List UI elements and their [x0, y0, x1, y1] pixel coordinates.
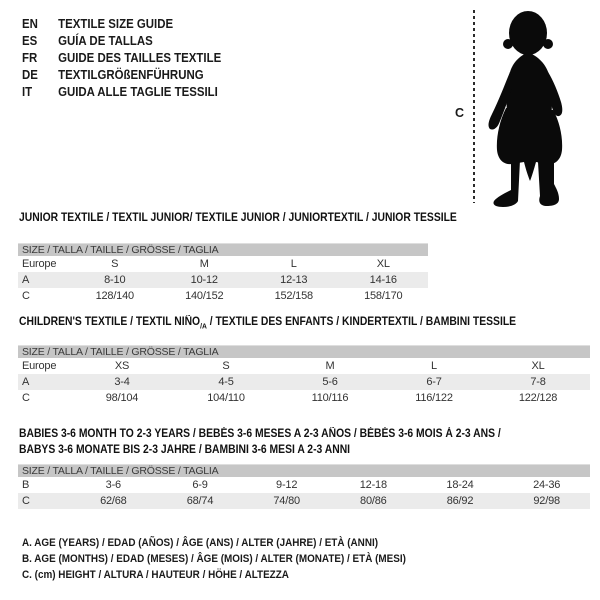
- table-row: [18, 390, 590, 406]
- row-label: C: [22, 290, 30, 302]
- table-row: [18, 272, 428, 288]
- children-size-table: [18, 345, 590, 406]
- table-header-bar: SIZE / TALLA / TAILLE / GRÖSSE / TAGLIA: [18, 243, 428, 256]
- size-cell: L: [431, 360, 437, 372]
- age-cell: 5-6: [322, 376, 338, 388]
- language-title: GUÍA DE TALLAS: [58, 33, 153, 48]
- row-label: B: [22, 479, 30, 491]
- language-code: FR: [22, 50, 38, 65]
- height-measure-dashed-line: [473, 10, 475, 203]
- table-header-bar: SIZE / TALLA / TAILLE / GRÖSSE / TAGLIA: [18, 345, 590, 358]
- language-code: EN: [22, 16, 38, 31]
- footnote-legend: [22, 535, 449, 583]
- section-title-babies-line1: BABIES 3-6 MONTH TO 2-3 YEARS / BEBÉS 3-6 MESES A 2-3 AÑOS / BÉBÉS 3-6 MOIS À 2-3 ANS /: [19, 428, 501, 440]
- height-cell: 86/92: [446, 495, 474, 507]
- size-cell: S: [222, 360, 230, 372]
- age-cell: 3-4: [114, 376, 130, 388]
- footnote-age-months: B. AGE (MONTHS) / EDAD (MESES) / ÂGE (MOIS) / ALTER (MONATE) / ETÀ (MESI): [22, 553, 406, 565]
- table-row: [18, 477, 590, 493]
- table-row: [18, 288, 428, 304]
- junior-size-table: [18, 243, 428, 304]
- age-cell: 9-12: [276, 479, 298, 491]
- age-cell: 4-5: [218, 376, 234, 388]
- table-header-bar: SIZE / TALLA / TAILLE / GRÖSSE / TAGLIA: [18, 464, 590, 477]
- height-cell: 104/110: [207, 392, 245, 404]
- section-title-babies-line2: BABYS 3-6 MONATE BIS 2-3 JAHRE / BAMBINI 3-6 MESI A 2-3 ANNI: [19, 444, 351, 456]
- age-cell: 6-9: [192, 479, 208, 491]
- language-row-de: [22, 66, 221, 83]
- language-row-it: [22, 83, 221, 100]
- age-cell: 6-7: [426, 376, 442, 388]
- table-row: [18, 493, 590, 509]
- row-label: A: [22, 274, 30, 286]
- size-cell: L: [290, 258, 297, 270]
- babies-size-table: [18, 464, 590, 509]
- age-cell: 10-12: [190, 274, 218, 286]
- age-cell: 3-6: [105, 479, 121, 491]
- language-code: DE: [22, 67, 38, 82]
- language-code: IT: [22, 84, 33, 99]
- height-cell: 158/170: [364, 290, 403, 302]
- size-cell: XL: [376, 258, 390, 270]
- footnote-age-years: A. AGE (YEARS) / EDAD (AÑOS) / ÂGE (ANS) / ALTER (JAHRE) / ETÀ (ANNI): [22, 537, 379, 549]
- age-cell: 8-10: [104, 274, 126, 286]
- row-label: Europe: [22, 360, 57, 372]
- age-cell: 7-8: [530, 376, 546, 388]
- section-title-children-sub: /A: [200, 321, 207, 331]
- height-measure-label: C: [455, 106, 465, 120]
- height-cell: 68/74: [186, 495, 214, 507]
- row-label: C: [22, 495, 30, 507]
- language-title: TEXTILGRÖßENFÜHRUNG: [58, 67, 204, 82]
- table-row: [18, 256, 428, 272]
- language-guide-heading: [22, 15, 248, 100]
- height-cell: 62/68: [100, 495, 127, 507]
- size-cell: XS: [114, 360, 130, 372]
- height-cell: 74/80: [273, 495, 300, 507]
- age-cell: 18-24: [446, 479, 474, 491]
- section-title-children-suffix: / TEXTILE DES ENFANTS / KINDERTEXTIL / BAMBINI TESSILE: [206, 316, 517, 328]
- height-cell: 140/152: [185, 290, 224, 302]
- language-row-es: [22, 32, 221, 49]
- table-row: [18, 358, 590, 374]
- language-code: ES: [22, 33, 38, 48]
- language-title: GUIDE DES TAILLES TEXTILE: [58, 50, 222, 65]
- row-label: Europe: [22, 258, 57, 270]
- height-cell: 122/128: [518, 392, 558, 404]
- height-cell: 98/104: [105, 392, 139, 404]
- table-row: [18, 374, 590, 390]
- age-cell: 24-36: [533, 479, 561, 491]
- section-title-junior: JUNIOR TEXTILE / TEXTIL JUNIOR/ TEXTILE JUNIOR / JUNIORTEXTIL / JUNIOR TESSILE: [19, 212, 457, 224]
- language-title: GUIDA ALLE TAGLIE TESSILI: [58, 84, 218, 99]
- size-cell: S: [111, 258, 119, 270]
- section-title-babies: [19, 426, 501, 458]
- height-cell: 116/122: [415, 392, 453, 404]
- height-cell: 92/98: [533, 495, 560, 507]
- section-title-children-prefix: CHILDREN'S TEXTILE / TEXTIL NIÑO: [19, 316, 201, 328]
- language-row-en: [22, 15, 221, 32]
- age-cell: 12-18: [359, 479, 387, 491]
- height-cell: 128/140: [95, 290, 134, 302]
- size-cell: XL: [531, 360, 545, 372]
- row-label: A: [22, 376, 30, 388]
- row-label: C: [22, 392, 30, 404]
- height-cell: 152/158: [274, 290, 313, 302]
- age-cell: 12-13: [280, 274, 308, 286]
- section-title-children: [19, 316, 516, 332]
- size-cell: M: [325, 360, 335, 372]
- age-cell: 14-16: [369, 274, 397, 286]
- language-row-fr: [22, 49, 221, 66]
- footnote-height: C. (cm) HEIGHT / ALTURA / HAUTEUR / HÖHE / ALTEZZA: [22, 569, 289, 581]
- language-title: TEXTILE SIZE GUIDE: [58, 16, 174, 31]
- height-cell: 80/86: [360, 495, 387, 507]
- height-cell: 110/116: [311, 392, 349, 404]
- size-cell: M: [199, 258, 209, 270]
- toddler-silhouette: [486, 10, 572, 208]
